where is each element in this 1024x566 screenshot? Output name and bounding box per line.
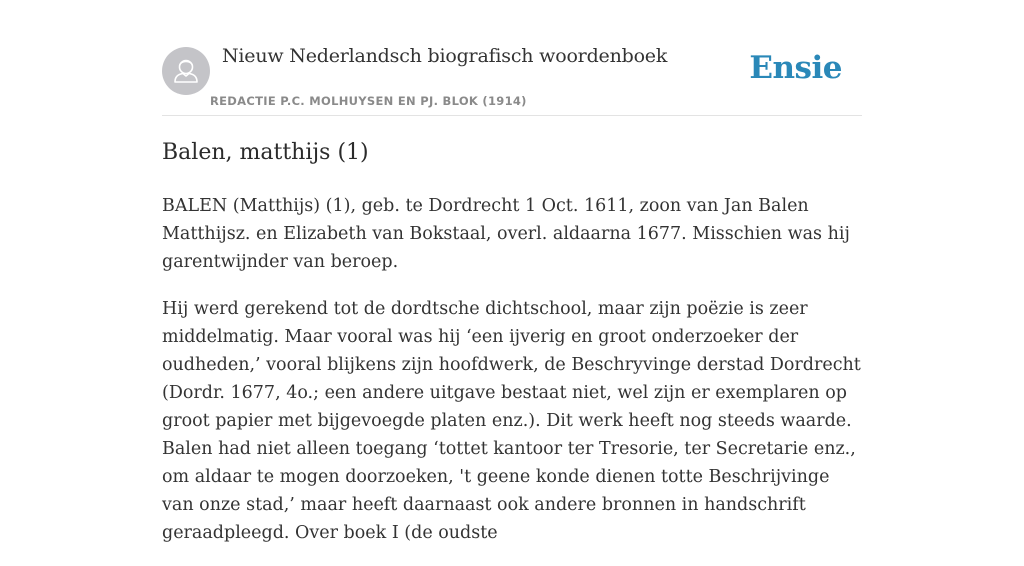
entry-paragraph: BALEN (Matthijs) (1), geb. te Dordrecht 1 Oct. 1611, zoon van Jan Balen Matthijsz. en Elizabeth van Bokstaal, overl. aldaarna 1677. Misschien was hij garentwijnder van beroep. [162, 196, 850, 272]
entry-paragraph: Hij werd gerekend tot de dordtsche dichtschool, maar zijn poëzie is zeer middelmatig. Maar vooral was hij ‘een ijverig en groot onderzoeker der oudheden,’ vooral blijkens zijn hoofdwerk, de Beschryvinge derstad Dordrecht (Dordr. 1677, 4o.; een andere uitgave bestaat niet, wel zijn er exemplaren op groot papier met bijgevoegde platen enz.). Dit werk heeft nog steeds waarde. Balen had niet alleen toegang ‘tottet kantoor ter Tresorie, ter Secretarie enz., om aldaar te mogen doorzoeken, 't geene konde dienen totte Beschrijvinge van onze stad,’ maar heeft daarnaast ook andere bronnen in handschrift geraadpleegd. Over boek I (de oudste [162, 299, 861, 543]
avatar[interactable] [162, 47, 210, 95]
user-silhouette-icon [162, 47, 210, 95]
brand-logo[interactable]: Ensie [749, 50, 842, 86]
book-title[interactable]: Nieuw Nederlandsch biografisch woordenboek [222, 45, 668, 67]
content-column [162, 0, 862, 543]
header [162, 0, 862, 116]
entry-body [162, 192, 862, 566]
entry-title: Balen, matthijs (1) [162, 140, 369, 165]
book-editors: REDACTIE P.C. MOLHUYSEN EN PJ. BLOK (1914) [210, 94, 527, 108]
